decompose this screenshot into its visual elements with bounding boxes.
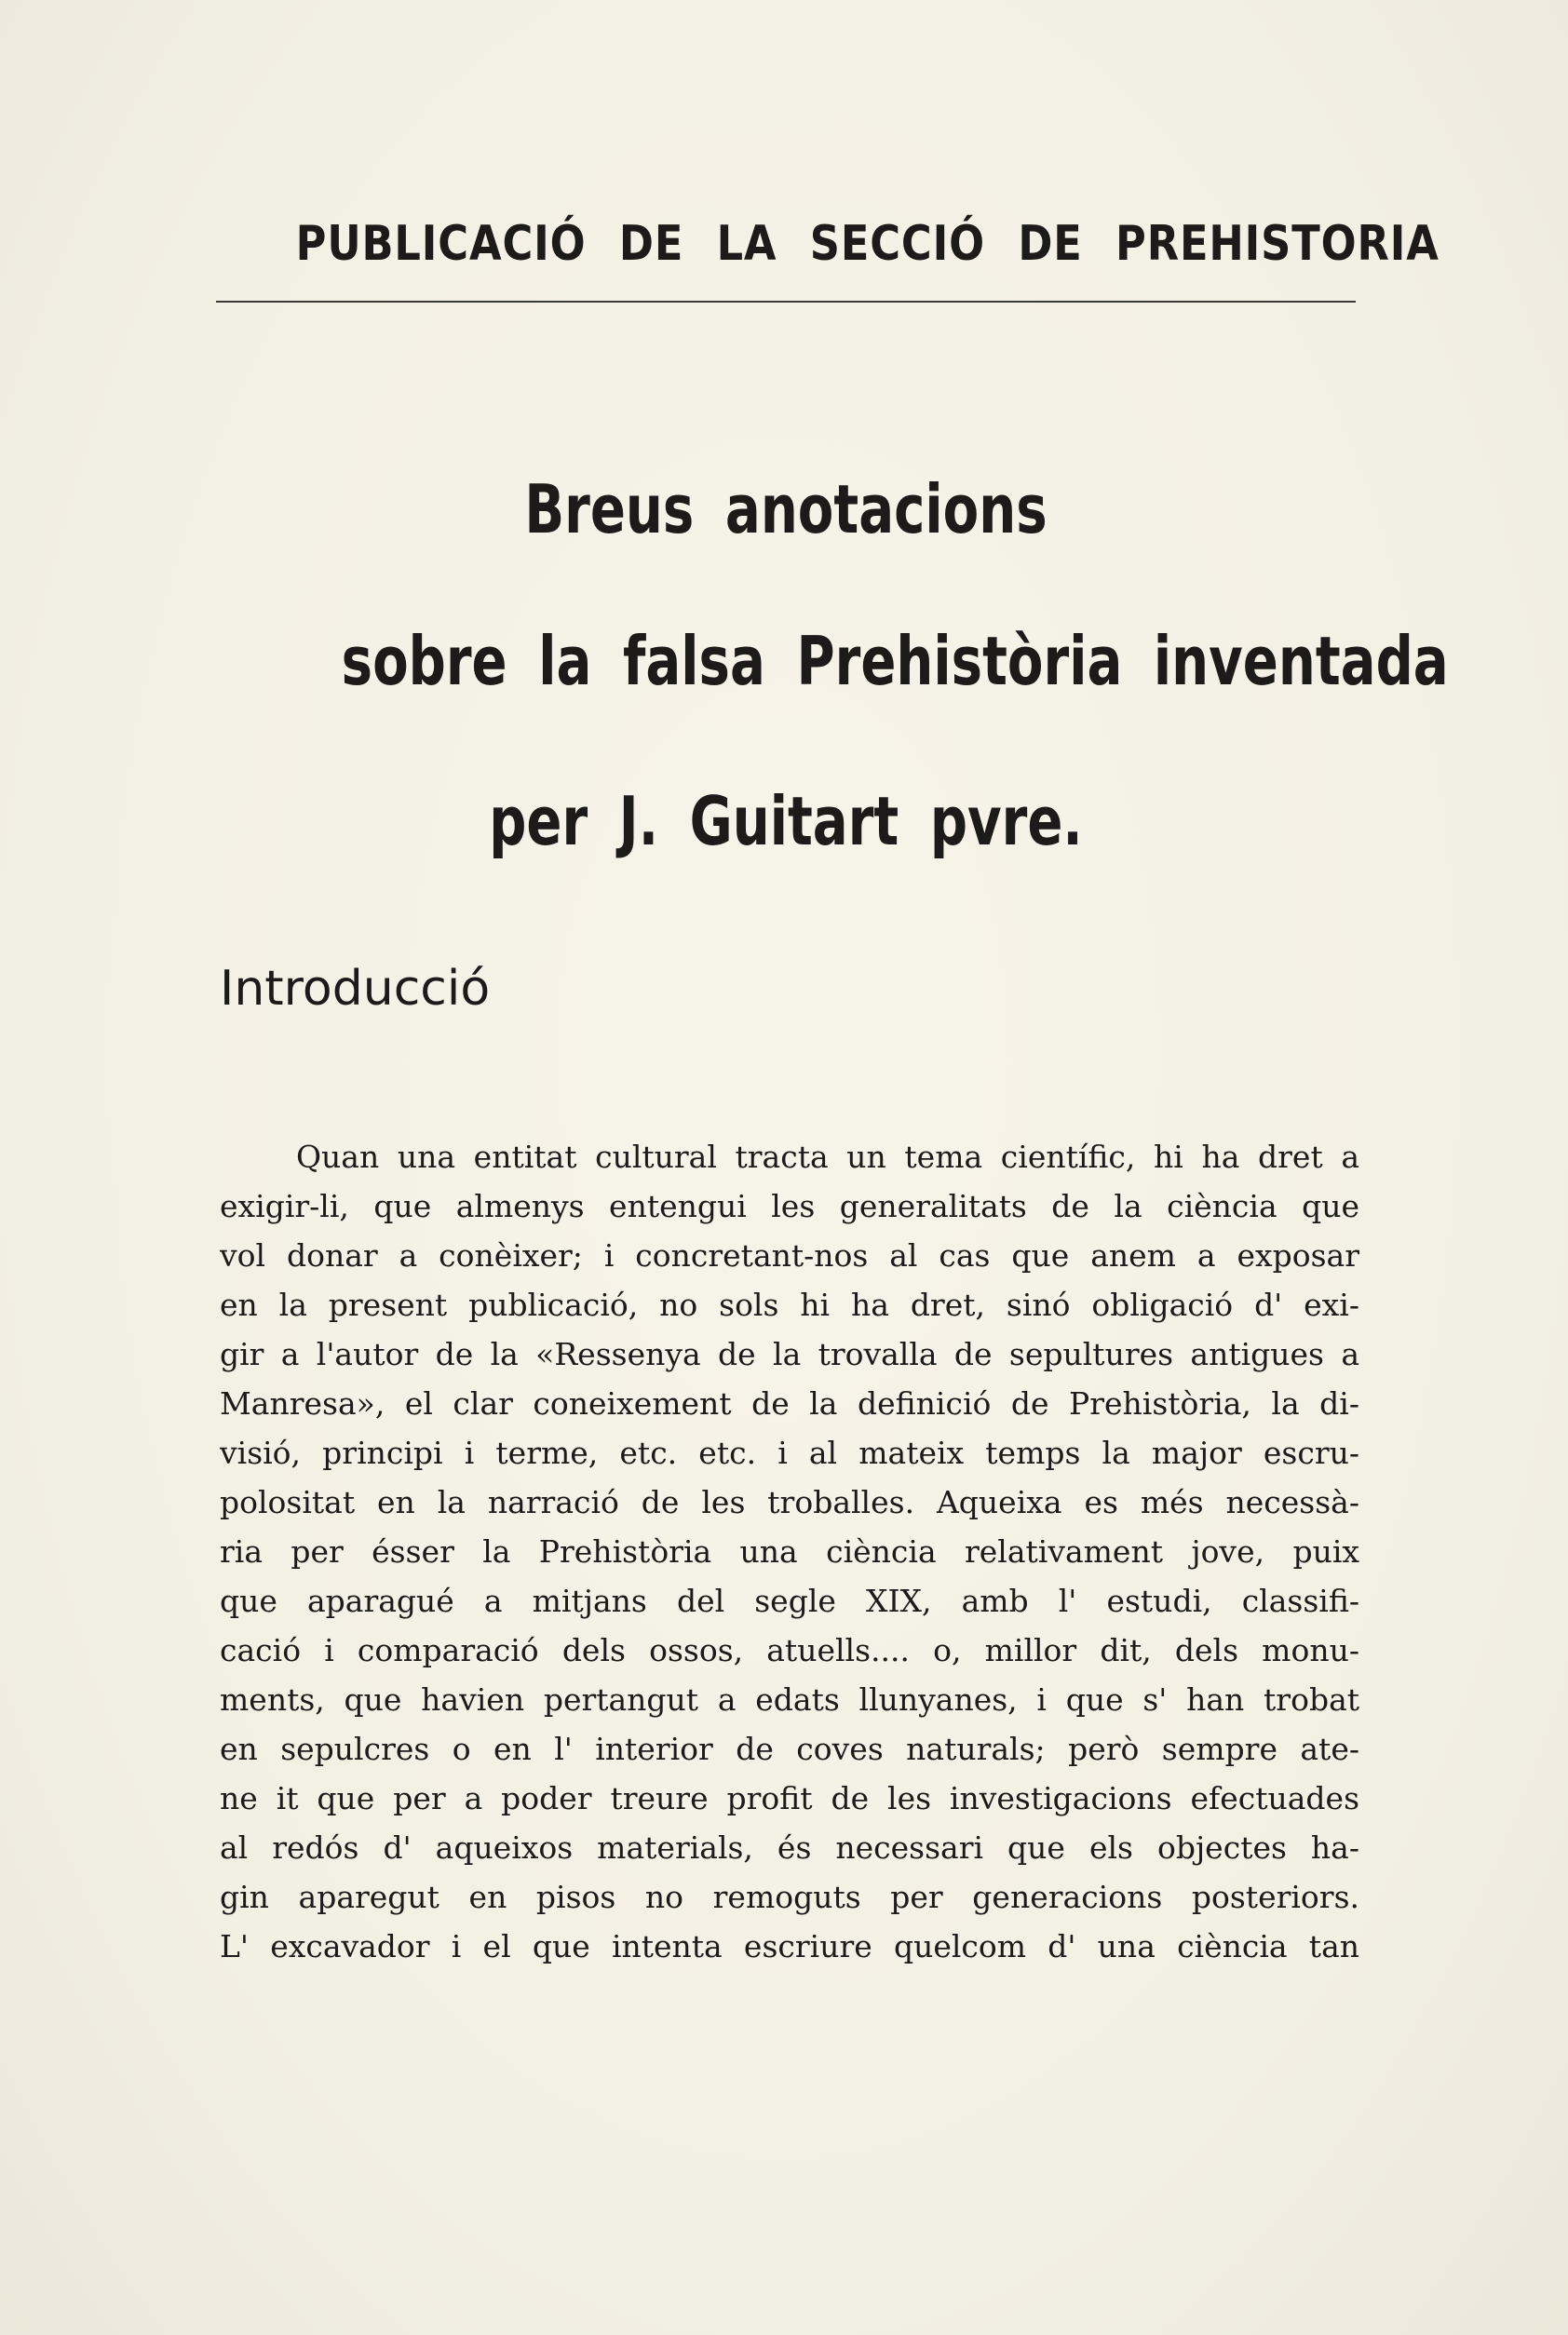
- body-line: Manresa», el clar coneixement de la definició de Prehistòria, la di-: [220, 1385, 1359, 1422]
- body-line: al redós d' aqueixos materials, és necessari que els objectes ha-: [220, 1829, 1359, 1866]
- body-line: exigir-li, que almenys entengui les generalitats de la ciència que: [220, 1188, 1359, 1224]
- body-line: que aparagué a mitjans del segle XIX, amb l' estudi, classifi-: [220, 1583, 1359, 1619]
- title-line-1: Breus anotacions: [524, 470, 1048, 548]
- body-paragraph: [220, 1132, 1359, 1971]
- body-line: visió, principi i terme, etc. etc. i al mateix temps la major escru-: [220, 1435, 1359, 1471]
- title-line-3: per J. Guitart pvre.: [489, 782, 1083, 860]
- header-rule: [216, 301, 1356, 303]
- body-line: gin aparegut en pisos no remoguts per generacions posteriors.: [220, 1879, 1359, 1915]
- body-line: ments, que havien pertangut a edats llunyanes, i que s' han trobat: [220, 1681, 1359, 1718]
- body-line: ne it que per a poder treure profit de les investigacions efectuades: [220, 1780, 1359, 1816]
- body-line: ria per ésser la Prehistòria una ciència relativament jove, puix: [220, 1533, 1359, 1570]
- body-line: polositat en la narració de les troballes. Aqueixa es més necessà-: [220, 1484, 1359, 1520]
- body-line: gir a l'autor de la «Ressenya de la trovalla de sepultures antigues a: [220, 1336, 1359, 1372]
- title-line-2: sobre la falsa Prehistòria inventada: [341, 622, 1449, 700]
- publication-header: PUBLICACIÓ DE LA SECCIÓ DE PREHISTORIA: [295, 216, 1440, 272]
- body-line: Quan una entitat cultural tracta un tema científic, hi ha dret a: [296, 1139, 1359, 1175]
- section-heading: Introducció: [220, 961, 491, 1017]
- body-line: vol donar a conèixer; i concretant-nos al cas que anem a exposar: [220, 1237, 1359, 1274]
- body-line: en sepulcres o en l' interior de coves naturals; però sempre ate-: [220, 1731, 1359, 1767]
- body-line: cació i comparació dels ossos, atuells.... o, millor dit, dels monu-: [220, 1632, 1359, 1668]
- body-line: en la present publicació, no sols hi ha dret, sinó obligació d' exi-: [220, 1287, 1359, 1323]
- body-line: L' excavador i el que intenta escriure quelcom d' una ciència tan: [220, 1928, 1359, 1964]
